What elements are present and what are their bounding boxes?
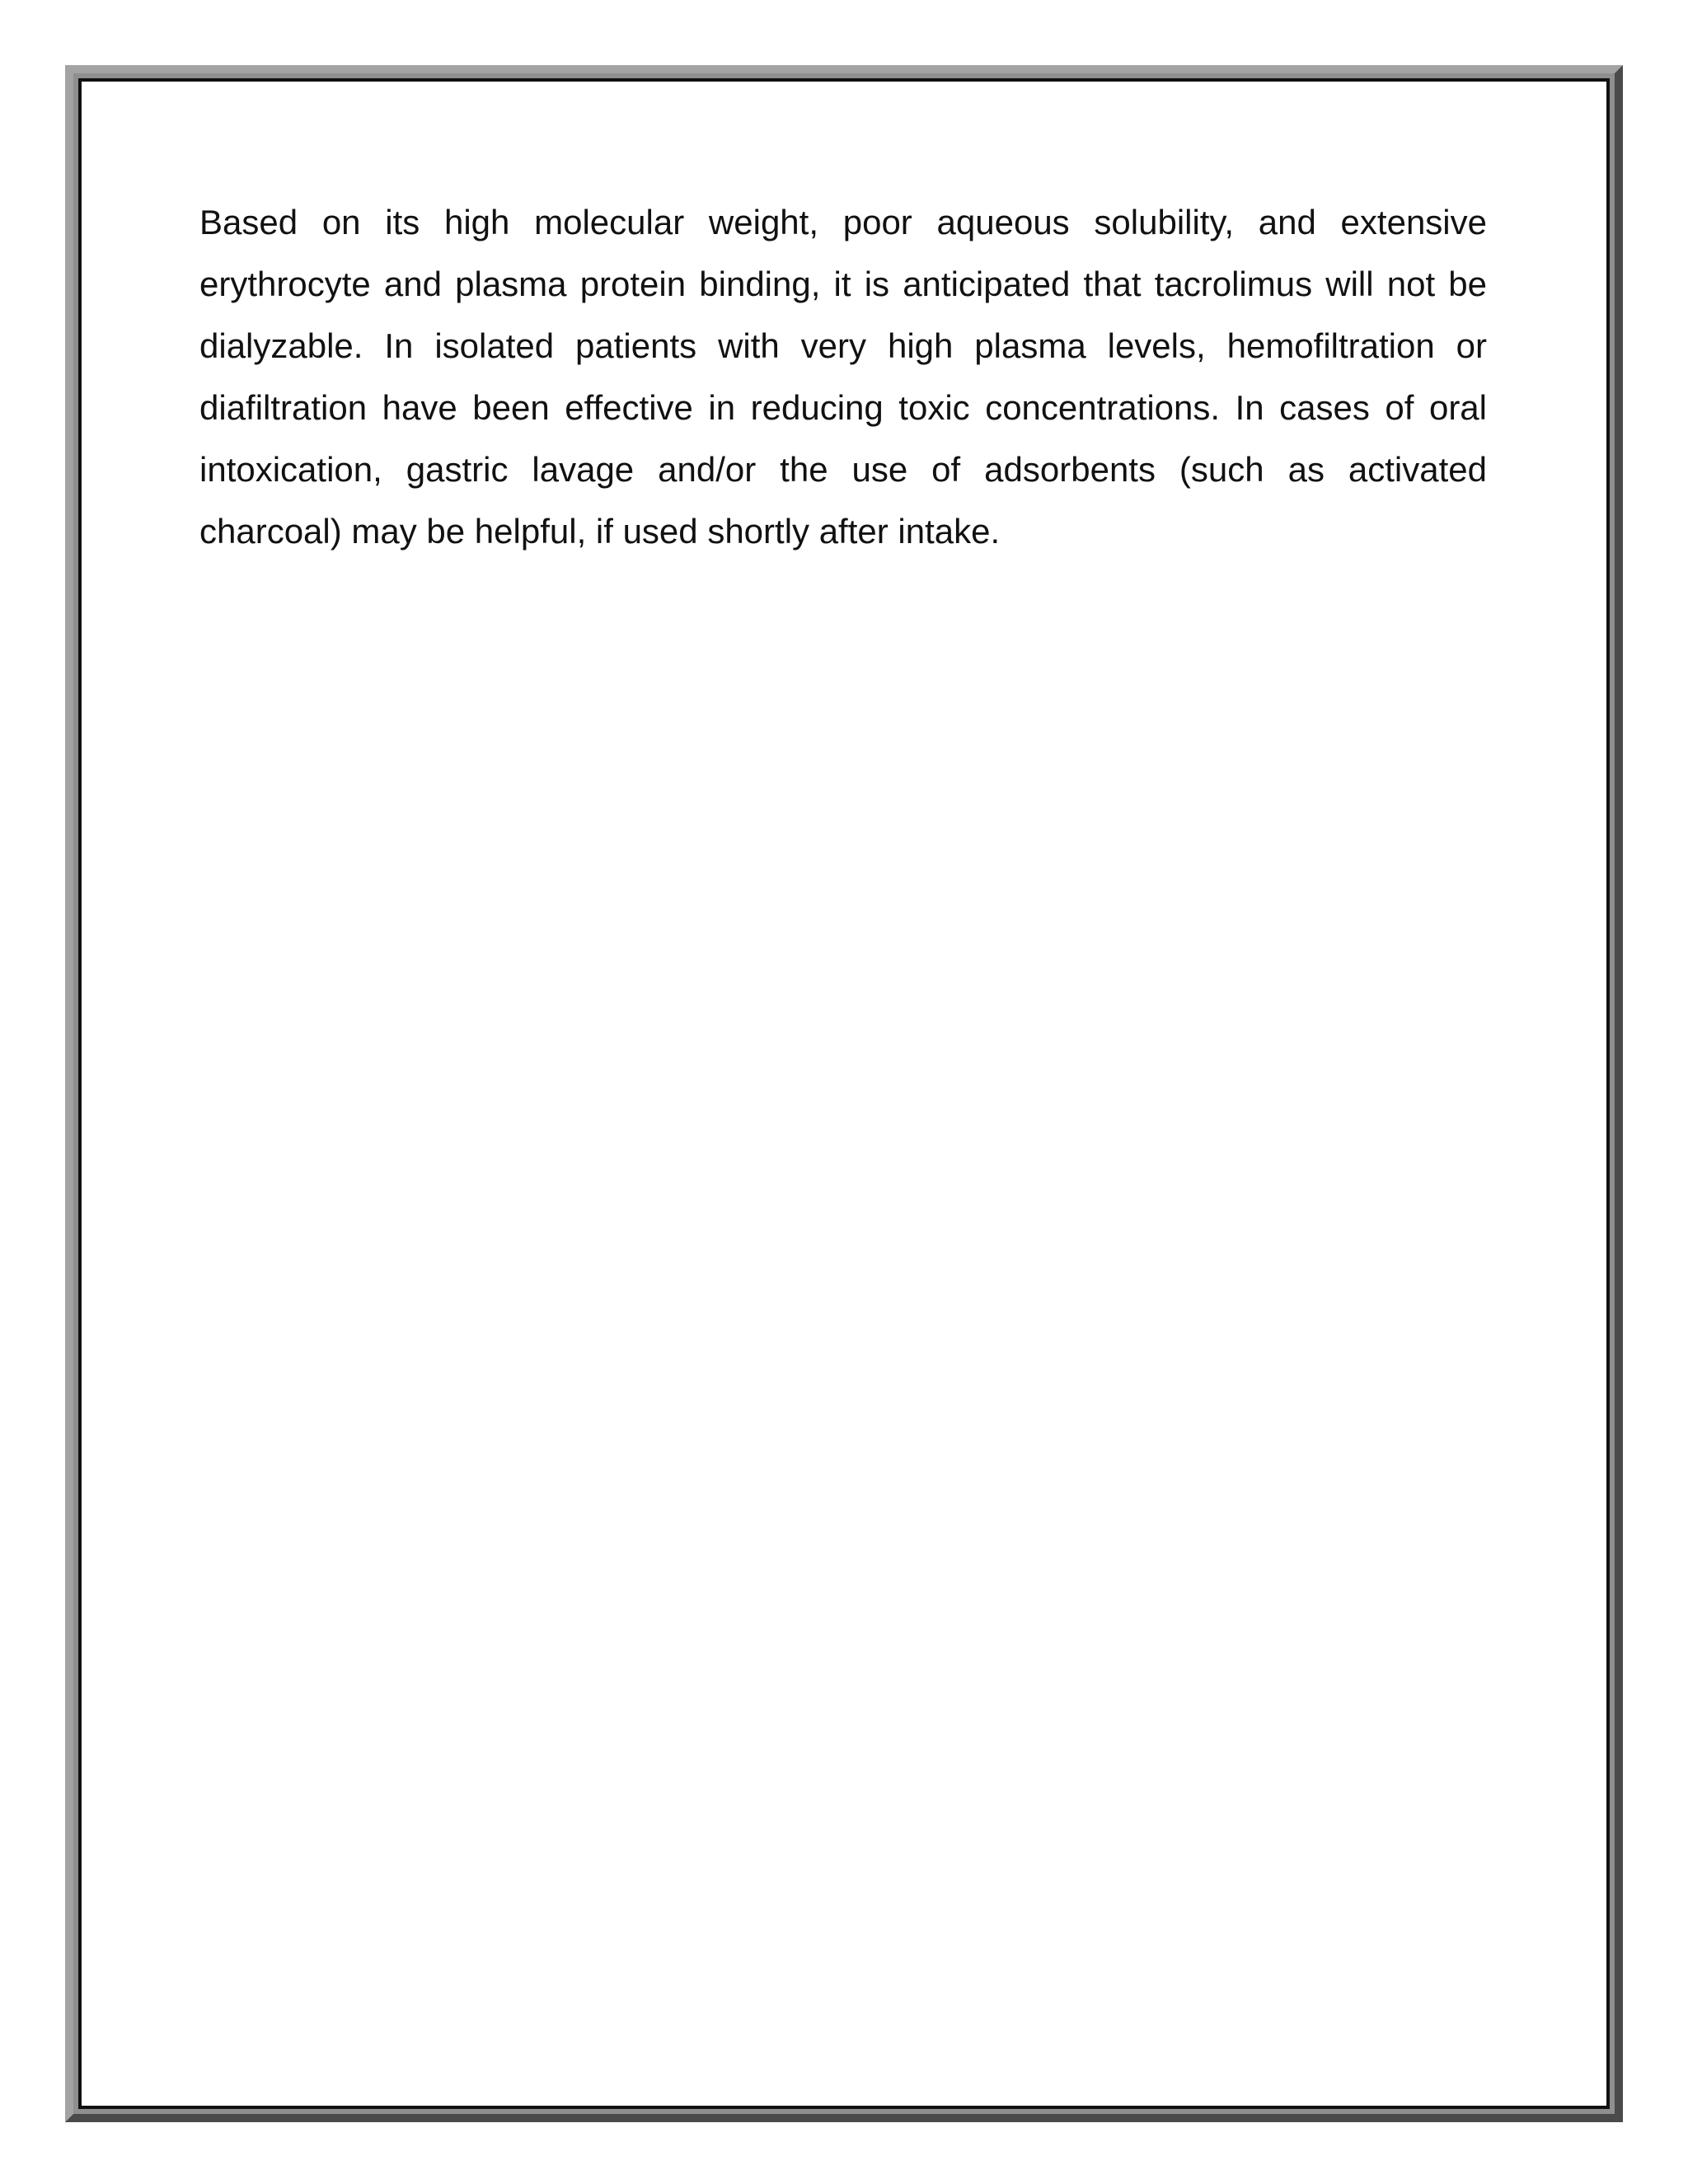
page-content — [199, 191, 1487, 562]
body-paragraph: Based on its high molecular weight, poor aqueous solubility, and extensive erythrocyte and plasma protein binding, it is anticipated that tacrolimus will not be dialyzable. In isolated patients with very high plasma levels, hemofiltration or diafiltration have been effective in reducing toxic concentrations. In cases of oral intoxication, gastric lavage and/or the use of adsorbents (such as activated charcoal) may be helpful, if used shortly after intake. — [199, 203, 1487, 551]
